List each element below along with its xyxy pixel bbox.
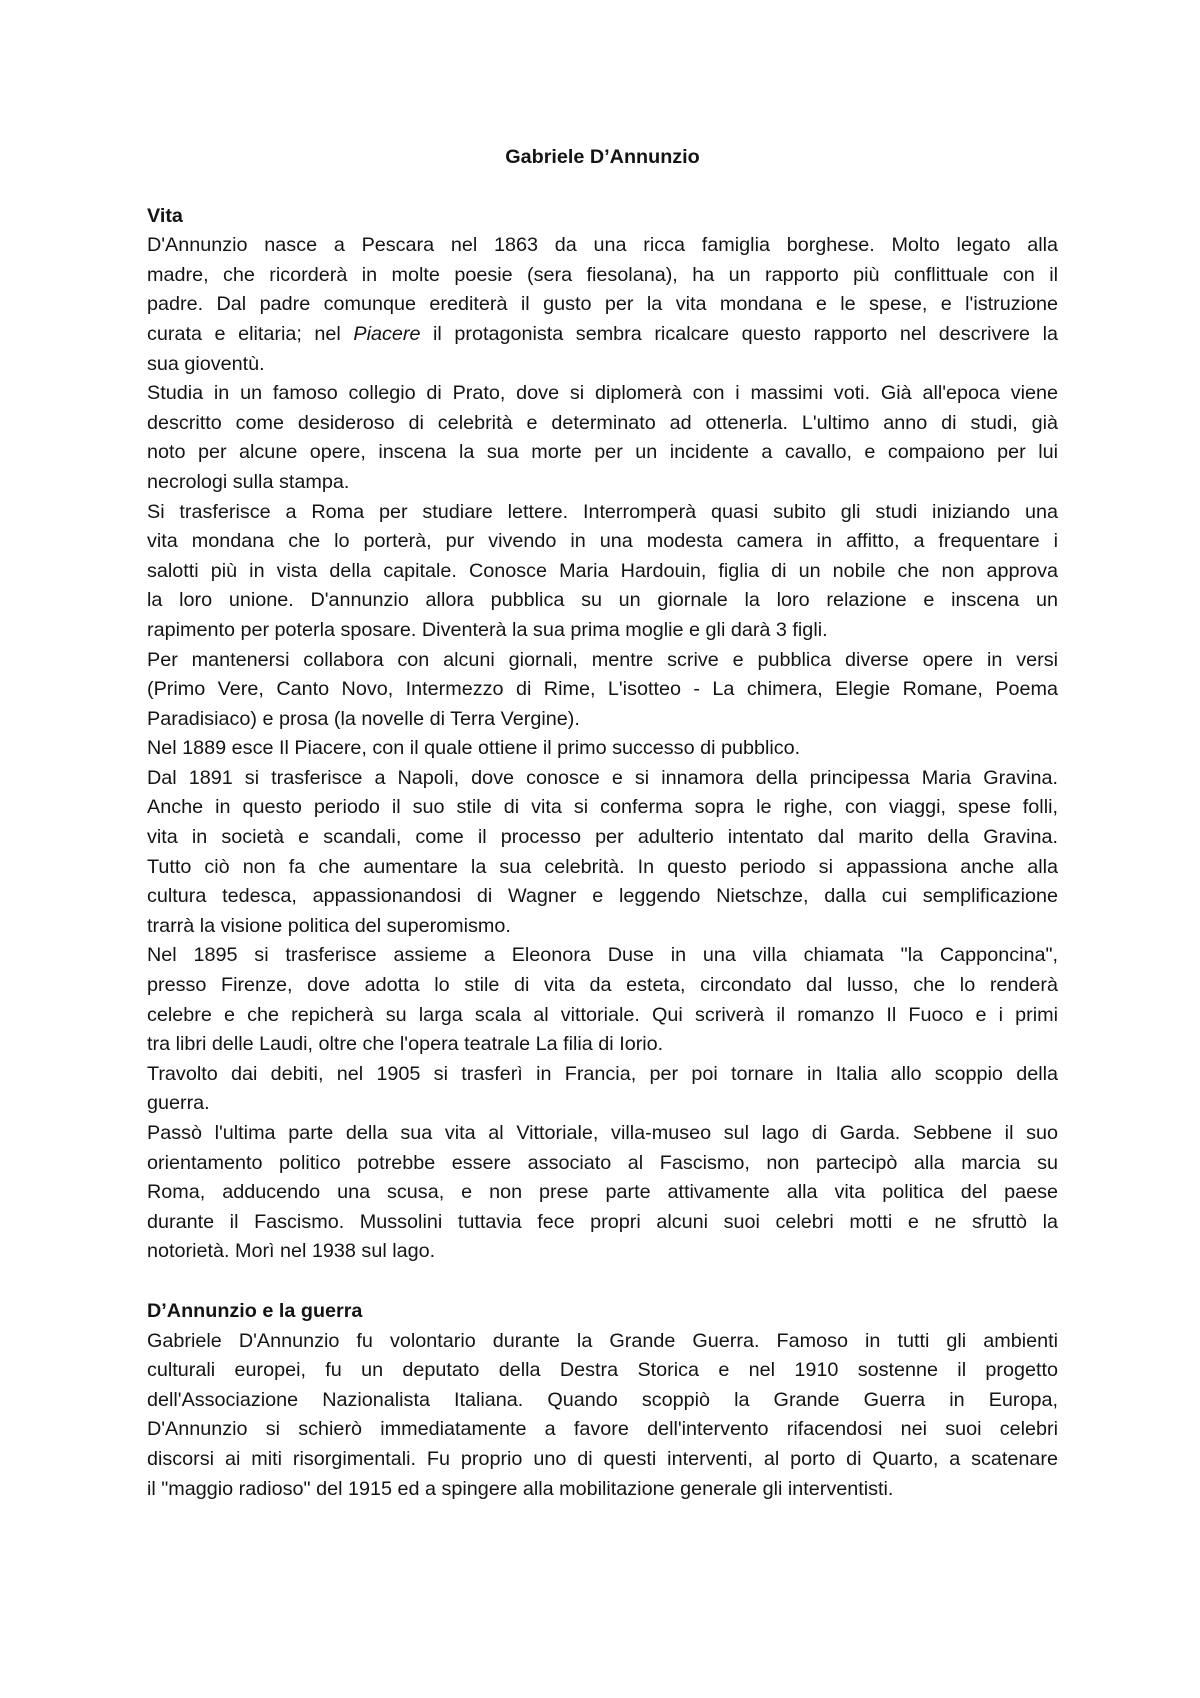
text-line: D'Annunzio nasce a Pescara nel 1863 da una ricca famiglia borghese. Molto legato alla xyxy=(147,234,1058,257)
text-line: discorsi ai miti risorgimentali. Fu proprio uno di questi interventi, al porto di Quarto, a scatenare xyxy=(147,1447,1058,1470)
text-line: Travolto dai debiti, nel 1905 si trasferì in Francia, per poi tornare in Italia allo scoppio della xyxy=(147,1062,1058,1085)
text-line: Dal 1891 si trasferisce a Napoli, dove conosce e si innamora della principessa Maria Gravina. xyxy=(147,766,1058,789)
paragraph xyxy=(147,498,1058,646)
text-line: padre. Dal padre comunque erediterà il gusto per la vita mondana e le spese, e l'istruzione xyxy=(147,293,1058,316)
text-line: Per mantenersi collabora con alcuni giornali, mentre scrive e pubblica diverse opere in versi xyxy=(147,648,1058,671)
text-line xyxy=(147,320,1058,350)
paragraph xyxy=(147,1327,1058,1505)
text-line: Paradisiaco) e prosa (la novelle di Terra Vergine). xyxy=(147,707,580,730)
text-line: dell'Associazione Nazionalista Italiana. Quando scoppiò la Grande Guerra in Europa, xyxy=(147,1388,1058,1411)
paragraph xyxy=(147,1060,1058,1119)
text-line: D'Annunzio si schierò immediatamente a favore dell'intervento rifacendosi nei suoi celebri xyxy=(147,1418,1058,1441)
text-line: guerra. xyxy=(147,1092,210,1115)
text-line: notorietà. Morì nel 1938 sul lago. xyxy=(147,1240,436,1263)
text-line: vita in società e scandali, come il processo per adulterio intentato dal marito della Gravina. xyxy=(147,826,1058,849)
text-line: Tutto ciò non fa che aumentare la sua celebrità. In questo periodo si appassiona anche alla xyxy=(147,855,1058,878)
section-heading: Vita xyxy=(147,204,183,227)
text-line: madre, che ricorderà in molte poesie (sera fiesolana), ha un rapporto più conflittuale con il xyxy=(147,263,1058,286)
paragraph xyxy=(147,941,1058,1059)
document-body xyxy=(147,143,1058,1504)
paragraph xyxy=(147,734,1058,764)
section-spacer xyxy=(147,1267,1058,1297)
text-line: cultura tedesca, appassionandosi di Wagner e leggendo Nietschze, dalla cui semplificazione xyxy=(147,885,1058,908)
text-line: Nel 1895 si trasferisce assieme a Eleonora Duse in una villa chiamata "la Capponcina", xyxy=(147,944,1058,967)
text-line: descritto come desideroso di celebrità e determinato ad ottenerla. L'ultimo anno di studi, già xyxy=(147,411,1058,434)
paragraph xyxy=(147,764,1058,942)
text-line: Passò l'ultima parte della sua vita al Vittoriale, villa-museo sul lago di Garda. Sebbene il suo xyxy=(147,1122,1058,1144)
text-line: salotti più in vista della capitale. Conosce Maria Hardouin, figlia di un nobile che non approva xyxy=(147,559,1058,582)
text-line: culturali europei, fu un deputato della Destra Storica e nel 1910 sostenne il progetto xyxy=(147,1359,1058,1382)
text-line: noto per alcune opere, inscena la sua morte per un incidente a cavallo, e compaiono per lui xyxy=(147,441,1058,464)
text-line: Si trasferisce a Roma per studiare lettere. Interromperà quasi subito gli studi iniziando una xyxy=(147,500,1058,523)
text-line: Gabriele D'Annunzio fu volontario durante la Grande Guerra. Famoso in tutti gli ambienti xyxy=(147,1329,1058,1352)
text-line: rapimento per poterla sposare. Diventerà la sua prima moglie e gli darà 3 figli. xyxy=(147,618,828,641)
text-line: Nel 1889 esce Il Piacere, con il quale ottiene il primo successo di pubblico. xyxy=(147,737,801,760)
text-line: (Primo Vere, Canto Novo, Intermezzo di Rime, L'isotteo - La chimera, Elegie Romane, Poema xyxy=(147,678,1058,701)
text-line: celebre e che repicherà su larga scala al vittoriale. Qui scriverà il romanzo Il Fuoco e i primi xyxy=(147,1003,1058,1026)
text-line: orientamento politico potrebbe essere associato al Fascismo, non partecipò alla marcia su xyxy=(147,1151,1058,1174)
section-vita xyxy=(147,202,1058,1267)
section-heading: D’Annunzio e la guerra xyxy=(147,1299,363,1322)
text-line: il "maggio radioso" del 1915 ed a spingere alla mobilitazione generale gli interventisti. xyxy=(147,1477,894,1500)
text-run: curata e elitaria; nel xyxy=(147,322,354,345)
paragraph xyxy=(147,231,1058,379)
text-line: vita mondana che lo porterà, pur vivendo in una modesta camera in affitto, a frequentare i xyxy=(147,530,1058,553)
text-line: necrologi sulla stampa. xyxy=(147,470,350,493)
text-line: tra libri delle Laudi, oltre che l'opera teatrale La filia di Iorio. xyxy=(147,1033,664,1056)
text-line: durante il Fascismo. Mussolini tuttavia fece propri alcuni suoi celebri motti e ne sfruttò la xyxy=(147,1210,1058,1233)
text-run: il protagonista sembra ricalcare questo rapporto nel descrivere la xyxy=(420,322,1058,345)
paragraph xyxy=(147,1119,1058,1267)
italic-title: Piacere xyxy=(353,322,421,345)
text-line: la loro unione. D'annunzio allora pubblica su un giornale la loro relazione e inscena un xyxy=(147,589,1058,612)
text-line: sua gioventù. xyxy=(147,352,265,375)
paragraph xyxy=(147,646,1058,735)
section-guerra xyxy=(147,1297,1058,1504)
text-line: presso Firenze, dove adotta lo stile di vita da esteta, circondato dal lusso, che lo renderà xyxy=(147,974,1058,997)
text-line: Roma, adducendo una scusa, e non prese parte attivamente alla vita politica del paese xyxy=(147,1181,1058,1204)
text-line: Anche in questo periodo il suo stile di vita si conferma sopra le righe, con viaggi, spese folli, xyxy=(147,796,1058,819)
text-line: Studia in un famoso collegio di Prato, dove si diplomerà con i massimi voti. Già all'epoca viene xyxy=(147,382,1058,405)
text-line: trarrà la visione politica del superomismo. xyxy=(147,914,511,937)
document-title: Gabriele D’Annunzio xyxy=(505,146,700,168)
paragraph xyxy=(147,379,1058,497)
